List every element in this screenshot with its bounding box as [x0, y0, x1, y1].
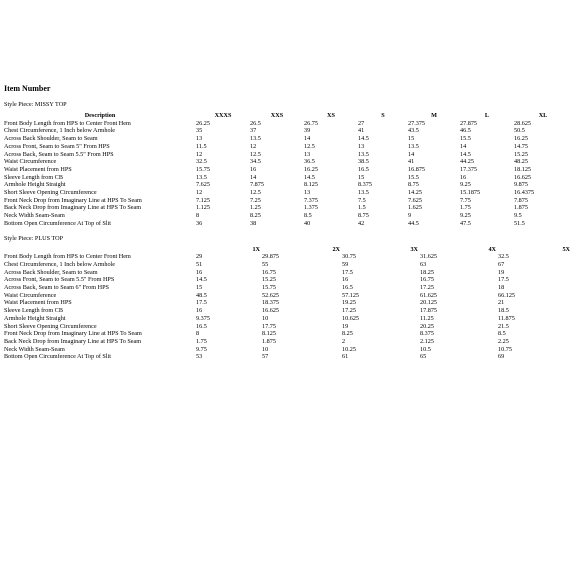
measurement-value: 8.125: [304, 181, 318, 189]
measurement-value: 50.5: [514, 127, 525, 135]
table-row: [4, 127, 572, 135]
measurement-value: 42: [358, 219, 365, 227]
measurement-value: 16.25: [304, 165, 318, 173]
measurement-value: 12: [196, 189, 203, 197]
measurement-value: 1.875: [514, 204, 528, 212]
measurement-label: Back Neck Drop from Imaginary Line at HPS To Seam: [4, 204, 142, 212]
measurement-value: 8: [196, 212, 200, 220]
measurement-value: 16: [196, 268, 203, 276]
measurement-value: 16.625: [262, 307, 280, 315]
measurement-value: 67: [498, 260, 505, 268]
measurement-value: 34.5: [250, 158, 261, 166]
measurement-value: 19: [498, 268, 505, 276]
measurement-value: 8.25: [342, 330, 353, 338]
measurement-value: 16.75: [262, 268, 276, 276]
measurement-value: 69: [498, 353, 505, 361]
measurement-value: 20.25: [420, 322, 434, 330]
measurement-value: 14.25: [408, 189, 422, 197]
measurement-value: 27: [358, 119, 365, 127]
measurement-value: 7.375: [304, 196, 318, 204]
measurement-label: Waist Circumference: [4, 291, 57, 299]
measurement-value: 51: [196, 260, 203, 268]
measurement-value: 15.5: [460, 135, 471, 143]
measurement-value: 16.5: [196, 322, 207, 330]
measurement-value: 18: [498, 284, 505, 292]
measurement-value: 15.75: [196, 165, 210, 173]
measurement-label: Chest Circumference, 1 Inch below Armhole: [4, 260, 115, 268]
measurement-value: 41: [358, 127, 365, 135]
measurement-value: 16.25: [514, 135, 528, 143]
measurement-value: 16: [250, 165, 257, 173]
measurement-value: 65: [420, 353, 427, 361]
measurement-label: Across Front, Seam to Seam 5" From HPS: [4, 142, 110, 150]
measurement-value: 21: [498, 299, 505, 307]
measurement-value: 12.5: [304, 142, 315, 150]
measurement-value: 1.625: [408, 204, 422, 212]
missy-header-row: [4, 112, 572, 120]
table-row: [4, 158, 572, 166]
measurement-value: 14.5: [304, 173, 315, 181]
table-row: [4, 204, 572, 212]
measurement-value: 66.125: [498, 291, 516, 299]
measurement-value: 9.5: [514, 212, 522, 220]
measurement-value: 9.875: [514, 181, 528, 189]
table-row: [4, 174, 572, 182]
missy-size-header-m: M: [431, 112, 437, 119]
measurement-value: 10.625: [342, 314, 360, 322]
measurement-value: 16: [342, 276, 349, 284]
measurement-label: Chest Circumference, 1 Inch below Armhole: [4, 127, 115, 135]
measurement-label: Across Back Shoulder, Seam to Seam: [4, 268, 98, 276]
missy-style-piece-label: Style Piece: MISSY TOP: [4, 101, 67, 108]
measurement-value: 15: [358, 173, 365, 181]
measurement-value: 12.5: [250, 150, 261, 158]
table-row: [4, 220, 572, 228]
measurement-label: Neck Width Seam-Seam: [4, 212, 65, 220]
measurement-value: 52.625: [262, 291, 280, 299]
table-row: [4, 323, 572, 331]
measurement-value: 1.375: [304, 204, 318, 212]
measurement-value: 51.5: [514, 219, 525, 227]
measurement-value: 21.5: [498, 322, 509, 330]
measurement-label: Bottom Open Circumference At Top of Slit: [4, 219, 112, 227]
measurement-value: 1.125: [196, 204, 210, 212]
measurement-value: 7.5: [358, 196, 366, 204]
measurement-value: 37: [250, 127, 257, 135]
measurement-value: 30.75: [342, 253, 356, 261]
measurement-value: 13.5: [358, 189, 369, 197]
measurement-value: 27.875: [460, 119, 478, 127]
measurement-value: 9.375: [196, 314, 210, 322]
measurement-label: Bottom Open Circumference At Top of Slit: [4, 353, 112, 361]
measurement-value: 17.375: [460, 165, 478, 173]
missy-size-header-xl: XL: [538, 112, 548, 119]
measurement-value: 46.5: [460, 127, 471, 135]
table-row: [4, 269, 572, 277]
plus-header-row: [4, 246, 572, 254]
measurement-value: 61: [342, 353, 349, 361]
measurement-value: 17.875: [420, 307, 438, 315]
table-row: [4, 338, 572, 346]
plus-size-header-4x: 4X: [488, 245, 496, 253]
missy-size-header-s: S: [381, 112, 385, 119]
table-row: [4, 346, 572, 354]
plus-size-header-1x: 1X: [252, 245, 260, 253]
measurement-value: 16.5: [342, 284, 353, 292]
measurement-value: 12.5: [250, 189, 261, 197]
table-row: [4, 253, 572, 261]
measurement-value: 9.75: [196, 345, 207, 353]
measurement-value: 2.125: [420, 337, 434, 345]
plus-size-header-3x: 3X: [410, 245, 418, 253]
measurement-label: Across Front, Seam to Seam 5.5" From HPS: [4, 276, 115, 284]
measurement-value: 11.875: [498, 314, 515, 322]
measurement-value: 8.5: [304, 212, 312, 220]
measurement-label: Sleeve Length from CB: [4, 307, 63, 315]
measurement-value: 18.25: [420, 268, 434, 276]
measurement-value: 18.5: [498, 307, 509, 315]
measurement-value: 7.625: [408, 196, 422, 204]
measurement-value: 15.5: [408, 173, 419, 181]
measurement-value: 29: [196, 253, 203, 261]
measurement-label: Neck Width Seam-Seam: [4, 345, 65, 353]
measurement-value: 10.25: [342, 345, 356, 353]
measurement-value: 14.5: [358, 135, 369, 143]
measurement-value: 10: [262, 345, 269, 353]
plus-size-table: [4, 246, 572, 362]
measurement-value: 36: [196, 219, 203, 227]
measurement-value: 16: [196, 307, 203, 315]
measurement-value: 15: [196, 284, 203, 292]
measurement-value: 19.25: [342, 299, 356, 307]
measurement-label: Across Back, Seam to Seam 6" From HPS: [4, 284, 109, 292]
measurement-value: 8.5: [498, 330, 506, 338]
table-row: [4, 189, 572, 197]
measurement-value: 15.75: [262, 284, 276, 292]
table-row: [4, 330, 572, 338]
measurement-label: Waist Circumference: [4, 158, 57, 166]
measurement-value: 17.5: [196, 299, 207, 307]
missy-size-header-l: L: [484, 112, 490, 119]
measurement-value: 9: [408, 212, 412, 220]
measurement-value: 10.5: [420, 345, 431, 353]
measurement-value: 8.125: [262, 330, 276, 338]
measurement-value: 31.625: [420, 253, 438, 261]
measurement-value: 1.5: [358, 204, 366, 212]
measurement-value: 8.25: [250, 212, 261, 220]
measurement-value: 44.25: [460, 158, 474, 166]
measurement-value: 15.25: [262, 276, 276, 284]
missy-size-header-xxs: XXS: [270, 112, 284, 119]
measurement-label: Short Sleeve Opening Circumference: [4, 322, 97, 330]
measurement-value: 17.5: [342, 268, 353, 276]
measurement-value: 7.875: [250, 181, 264, 189]
measurement-value: 14: [460, 142, 467, 150]
measurement-value: 2: [342, 337, 346, 345]
measurement-value: 41: [408, 158, 415, 166]
measurement-value: 39: [304, 127, 311, 135]
measurement-label: Waist Placement from HPS: [4, 299, 72, 307]
missy-table-body: [4, 120, 572, 228]
measurement-value: 10.75: [498, 345, 512, 353]
plus-size-header-2x: 2X: [332, 245, 340, 253]
measurement-value: 17.25: [342, 307, 356, 315]
measurement-value: 16.4375: [514, 189, 535, 197]
measurement-value: 43.5: [408, 127, 419, 135]
measurement-value: 48.25: [514, 158, 528, 166]
measurement-value: 28.625: [514, 119, 532, 127]
measurement-value: 32.5: [196, 158, 207, 166]
measurement-value: 12: [196, 150, 203, 158]
measurement-value: 17.25: [420, 284, 434, 292]
measurement-label: Armhole Height Straight: [4, 181, 66, 189]
measurement-value: 8.75: [358, 212, 369, 220]
table-row: [4, 307, 572, 315]
measurement-value: 13: [304, 150, 311, 158]
measurement-value: 15.25: [514, 150, 528, 158]
plus-table-body: [4, 253, 572, 361]
measurement-value: 59: [342, 260, 349, 268]
measurement-value: 16.625: [514, 173, 532, 181]
measurement-value: 40: [304, 219, 311, 227]
measurement-value: 16: [460, 173, 467, 181]
measurement-value: 38: [250, 219, 257, 227]
measurement-value: 8.375: [358, 181, 372, 189]
measurement-value: 14.75: [514, 142, 528, 150]
measurement-value: 17.5: [498, 276, 509, 284]
table-row: [4, 353, 572, 361]
measurement-value: 7.25: [250, 196, 261, 204]
measurement-value: 14: [408, 150, 415, 158]
measurement-value: 8.75: [408, 181, 419, 189]
measurement-value: 26.25: [196, 119, 210, 127]
measurement-value: 7.125: [196, 196, 210, 204]
measurement-value: 14: [250, 173, 257, 181]
measurement-value: 1.75: [196, 337, 207, 345]
measurement-label: Front Neck Drop from Imaginary Line at HPS To Seam: [4, 196, 142, 204]
measurement-value: 16.75: [420, 276, 434, 284]
measurement-value: 14.5: [196, 276, 207, 284]
measurement-value: 8.375: [420, 330, 434, 338]
table-row: [4, 143, 572, 151]
measurement-value: 11.25: [420, 314, 434, 322]
measurement-value: 11.5: [196, 142, 207, 150]
measurement-value: 7.75: [460, 196, 471, 204]
measurement-value: 13: [196, 135, 203, 143]
measurement-label: Armhole Height Straight: [4, 314, 66, 322]
measurement-value: 13.5: [408, 142, 419, 150]
measurement-value: 14: [304, 135, 311, 143]
table-row: [4, 315, 572, 323]
measurement-label: Front Neck Drop from Imaginary Line at HPS To Seam: [4, 330, 142, 338]
measurement-value: 32.5: [498, 253, 509, 261]
measurement-value: 35: [196, 127, 203, 135]
description-header: Description: [84, 112, 116, 119]
measurement-value: 13.5: [250, 135, 261, 143]
measurement-value: 44.5: [408, 219, 419, 227]
table-row: [4, 292, 572, 300]
measurement-value: 27.375: [408, 119, 426, 127]
measurement-label: Front Body Length from HPS to Center Front Hem: [4, 253, 131, 261]
measurement-value: 8: [196, 330, 200, 338]
measurement-value: 13.5: [358, 150, 369, 158]
table-row: [4, 261, 572, 269]
measurement-value: 26.5: [250, 119, 261, 127]
measurement-value: 9.25: [460, 212, 471, 220]
plus-style-piece-label: Style Piece: PLUS TOP: [4, 234, 64, 242]
measurement-value: 10: [262, 314, 269, 322]
measurement-value: 12: [250, 142, 257, 150]
measurement-label: Short Sleeve Opening Circumference: [4, 189, 97, 197]
measurement-value: 55: [262, 260, 269, 268]
missy-size-header-xxxs: XXXS: [214, 112, 232, 119]
table-row: [4, 181, 572, 189]
measurement-value: 1.25: [250, 204, 261, 212]
missy-size-table: [4, 112, 572, 228]
measurement-value: 53: [196, 353, 203, 361]
measurement-value: 36.5: [304, 158, 315, 166]
measurement-value: 7.875: [514, 196, 528, 204]
table-row: [4, 151, 572, 159]
measurement-value: 19: [342, 322, 349, 330]
table-row: [4, 197, 572, 205]
plus-description-header-blank: [4, 246, 196, 254]
measurement-value: 15.1875: [460, 189, 481, 197]
spec-sheet: [4, 84, 576, 361]
measurement-value: 63: [420, 260, 427, 268]
measurement-label: Across Back, Seam to Seam 5.5" From HPS: [4, 150, 114, 158]
table-row: [4, 299, 572, 307]
item-number-heading: Item Number: [4, 84, 51, 93]
measurement-value: 13: [358, 142, 365, 150]
measurement-label: Front Body Length from HPS to Center Front Hem: [4, 119, 131, 127]
measurement-value: 14.5: [460, 150, 471, 158]
measurement-value: 61.625: [420, 291, 438, 299]
table-row: [4, 276, 572, 284]
measurement-label: Across Back Shoulder, Seam to Seam: [4, 135, 98, 143]
measurement-value: 16.5: [358, 165, 369, 173]
table-row: [4, 120, 572, 128]
table-row: [4, 284, 572, 292]
measurement-value: 47.5: [460, 219, 471, 227]
measurement-value: 7.625: [196, 181, 210, 189]
measurement-value: 13: [304, 189, 311, 197]
measurement-value: 48.5: [196, 291, 207, 299]
measurement-value: 1.75: [460, 204, 471, 212]
measurement-value: 13.5: [196, 173, 207, 181]
measurement-value: 16.875: [408, 165, 426, 173]
plus-size-header-5x: 5X: [562, 245, 570, 253]
measurement-value: 29.875: [262, 253, 280, 261]
table-row: [4, 135, 572, 143]
missy-size-header-xs: XS: [327, 112, 335, 119]
measurement-value: 1.875: [262, 337, 276, 345]
measurement-value: 57.125: [342, 291, 360, 299]
table-row: [4, 166, 572, 174]
measurement-value: 15: [408, 135, 415, 143]
measurement-value: 9.25: [460, 181, 471, 189]
measurement-value: 2.25: [498, 337, 509, 345]
measurement-value: 38.5: [358, 158, 369, 166]
measurement-value: 57: [262, 353, 269, 361]
measurement-value: 18.125: [514, 165, 532, 173]
measurement-label: Waist Placement from HPS: [4, 165, 72, 173]
measurement-value: 26.75: [304, 119, 318, 127]
measurement-label: Sleeve Length from CB: [4, 173, 63, 181]
table-row: [4, 212, 572, 220]
measurement-value: 18.375: [262, 299, 280, 307]
measurement-value: 20.125: [420, 299, 438, 307]
measurement-label: Back Neck Drop from Imaginary Line at HPS To Seam: [4, 337, 142, 345]
measurement-value: 17.75: [262, 322, 276, 330]
